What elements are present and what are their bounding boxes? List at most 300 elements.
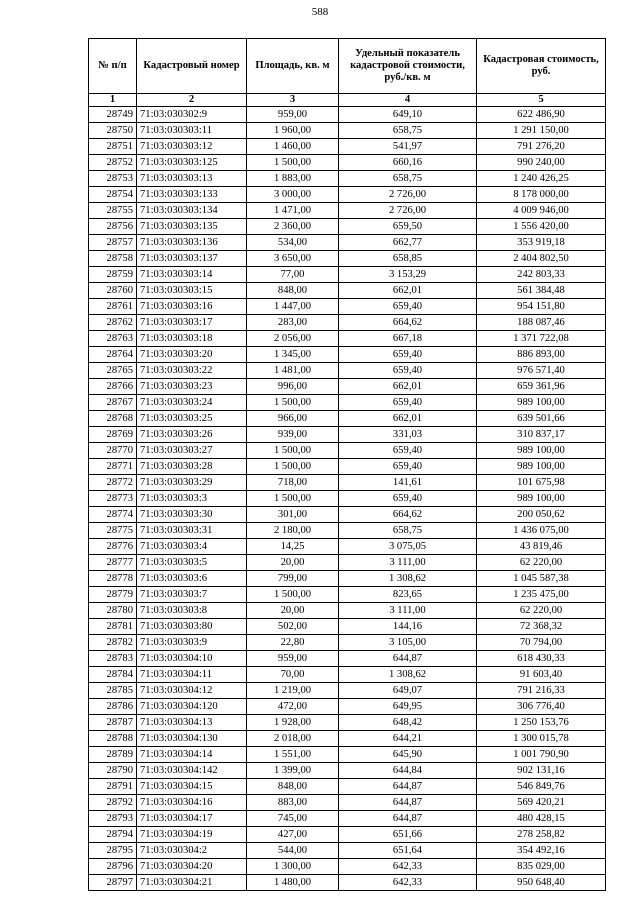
- cadastral-number-cell: 71:03:030303:30: [137, 507, 247, 523]
- table-row: [89, 491, 606, 507]
- cadastral-value-cell: 902 131,16: [477, 763, 606, 779]
- row-index-cell: 28763: [89, 331, 137, 347]
- area-cell: 22,80: [247, 635, 339, 651]
- row-index-cell: 28757: [89, 235, 137, 251]
- cadastral-value-cell: 62 220,00: [477, 555, 606, 571]
- area-cell: 283,00: [247, 315, 339, 331]
- table-row: [89, 731, 606, 747]
- area-cell: 3 650,00: [247, 251, 339, 267]
- table-row: [89, 155, 606, 171]
- row-index-cell: 28752: [89, 155, 137, 171]
- table-row: [89, 475, 606, 491]
- table-row: [89, 763, 606, 779]
- specific-value-cell: 659,40: [339, 347, 477, 363]
- header-row: [89, 39, 606, 94]
- cadastral-number-cell: 71:03:030303:135: [137, 219, 247, 235]
- row-index-cell: 28782: [89, 635, 137, 651]
- row-index-cell: 28792: [89, 795, 137, 811]
- cadastral-value-cell: 101 675,98: [477, 475, 606, 491]
- cadastral-value-cell: 4 009 946,00: [477, 203, 606, 219]
- row-index-cell: 28793: [89, 811, 137, 827]
- cadastral-number-cell: 71:03:030303:8: [137, 603, 247, 619]
- row-index-cell: 28766: [89, 379, 137, 395]
- cadastral-value-cell: 188 087,46: [477, 315, 606, 331]
- row-index-cell: 28795: [89, 843, 137, 859]
- specific-value-cell: 659,40: [339, 491, 477, 507]
- cadastral-number-cell: 71:03:030303:14: [137, 267, 247, 283]
- specific-value-cell: 644,21: [339, 731, 477, 747]
- cadastral-value-cell: 791 216,33: [477, 683, 606, 699]
- column-number: 3: [247, 94, 339, 107]
- cadastral-value-cell: 639 501,66: [477, 411, 606, 427]
- area-cell: 939,00: [247, 427, 339, 443]
- cadastral-number-cell: 71:03:030304:120: [137, 699, 247, 715]
- column-number: 1: [89, 94, 137, 107]
- area-cell: 966,00: [247, 411, 339, 427]
- cadastral-number-cell: 71:03:030303:24: [137, 395, 247, 411]
- specific-value-cell: 659,40: [339, 443, 477, 459]
- table-row: [89, 683, 606, 699]
- specific-value-cell: 3 111,00: [339, 555, 477, 571]
- table-row: [89, 571, 606, 587]
- cadastral-value-cell: 72 368,32: [477, 619, 606, 635]
- table-row: [89, 251, 606, 267]
- table-row: [89, 635, 606, 651]
- table-row: [89, 555, 606, 571]
- row-index-cell: 28789: [89, 747, 137, 763]
- table-row: [89, 827, 606, 843]
- area-cell: 718,00: [247, 475, 339, 491]
- cadastral-number-cell: 71:03:030304:10: [137, 651, 247, 667]
- cadastral-value-cell: 70 794,00: [477, 635, 606, 651]
- area-cell: 1 471,00: [247, 203, 339, 219]
- table-body: [89, 107, 606, 891]
- cadastral-number-cell: 71:03:030304:14: [137, 747, 247, 763]
- cadastral-number-cell: 71:03:030304:15: [137, 779, 247, 795]
- cadastral-value-cell: 569 420,21: [477, 795, 606, 811]
- area-cell: 1 551,00: [247, 747, 339, 763]
- specific-value-cell: 3 153,29: [339, 267, 477, 283]
- row-index-cell: 28771: [89, 459, 137, 475]
- cadastral-number-cell: 71:03:030303:9: [137, 635, 247, 651]
- cadastral-value-cell: 43 819,46: [477, 539, 606, 555]
- row-index-cell: 28774: [89, 507, 137, 523]
- column-number: 4: [339, 94, 477, 107]
- column-number: 2: [137, 94, 247, 107]
- table-row: [89, 347, 606, 363]
- cadastral-value-cell: 2 404 802,50: [477, 251, 606, 267]
- table-row: [89, 267, 606, 283]
- cadastral-number-cell: 71:03:030303:22: [137, 363, 247, 379]
- cadastral-value-cell: 200 050,62: [477, 507, 606, 523]
- cadastral-value-cell: 791 276,20: [477, 139, 606, 155]
- cadastral-number-cell: 71:03:030303:80: [137, 619, 247, 635]
- area-cell: 1 219,00: [247, 683, 339, 699]
- cadastral-value-cell: 353 919,18: [477, 235, 606, 251]
- area-cell: 1 480,00: [247, 875, 339, 891]
- specific-value-cell: 823,65: [339, 587, 477, 603]
- cadastral-number-cell: 71:03:030304:17: [137, 811, 247, 827]
- cadastral-number-cell: 71:03:030303:31: [137, 523, 247, 539]
- cadastral-value-cell: 990 240,00: [477, 155, 606, 171]
- cadastral-value-cell: 242 803,33: [477, 267, 606, 283]
- cadastral-number-cell: 71:03:030304:20: [137, 859, 247, 875]
- specific-value-cell: 644,87: [339, 779, 477, 795]
- specific-value-cell: 3 105,00: [339, 635, 477, 651]
- header-area: Площадь, кв. м: [247, 39, 339, 94]
- cadastral-number-cell: 71:03:030303:3: [137, 491, 247, 507]
- table-row: [89, 235, 606, 251]
- row-index-cell: 28764: [89, 347, 137, 363]
- cadastral-number-cell: 71:03:030304:16: [137, 795, 247, 811]
- row-index-cell: 28765: [89, 363, 137, 379]
- area-cell: 1 399,00: [247, 763, 339, 779]
- cadastral-number-cell: 71:03:030303:12: [137, 139, 247, 155]
- row-index-cell: 28770: [89, 443, 137, 459]
- cadastral-number-cell: 71:03:030303:7: [137, 587, 247, 603]
- column-number: 5: [477, 94, 606, 107]
- specific-value-cell: 651,66: [339, 827, 477, 843]
- row-index-cell: 28750: [89, 123, 137, 139]
- cadastral-number-cell: 71:03:030303:23: [137, 379, 247, 395]
- table-row: [89, 875, 606, 891]
- cadastral-value-cell: 278 258,82: [477, 827, 606, 843]
- row-index-cell: 28776: [89, 539, 137, 555]
- table-row: [89, 379, 606, 395]
- row-index-cell: 28758: [89, 251, 137, 267]
- area-cell: 1 500,00: [247, 491, 339, 507]
- specific-value-cell: 651,64: [339, 843, 477, 859]
- area-cell: 301,00: [247, 507, 339, 523]
- specific-value-cell: 642,33: [339, 859, 477, 875]
- cadastral-number-cell: 71:03:030303:29: [137, 475, 247, 491]
- area-cell: 1 345,00: [247, 347, 339, 363]
- cadastral-value-cell: 306 776,40: [477, 699, 606, 715]
- table-row: [89, 107, 606, 123]
- cadastral-value-cell: 950 648,40: [477, 875, 606, 891]
- table-row: [89, 395, 606, 411]
- cadastral-value-cell: 976 571,40: [477, 363, 606, 379]
- row-index-cell: 28756: [89, 219, 137, 235]
- cadastral-number-cell: 71:03:030303:28: [137, 459, 247, 475]
- specific-value-cell: 664,62: [339, 507, 477, 523]
- area-cell: 1 500,00: [247, 395, 339, 411]
- specific-value-cell: 1 308,62: [339, 571, 477, 587]
- cadastral-value-cell: 1 045 587,38: [477, 571, 606, 587]
- area-cell: 848,00: [247, 779, 339, 795]
- cadastral-number-cell: 71:03:030303:18: [137, 331, 247, 347]
- cadastral-value-cell: 989 100,00: [477, 459, 606, 475]
- area-cell: 2 360,00: [247, 219, 339, 235]
- row-index-cell: 28749: [89, 107, 137, 123]
- table-row: [89, 603, 606, 619]
- cadastral-number-cell: 71:03:030303:134: [137, 203, 247, 219]
- column-number-row: [89, 94, 606, 107]
- header-cadastral-number: Кадастровый номер: [137, 39, 247, 94]
- specific-value-cell: 645,90: [339, 747, 477, 763]
- row-index-cell: 28786: [89, 699, 137, 715]
- area-cell: 799,00: [247, 571, 339, 587]
- table-row: [89, 795, 606, 811]
- specific-value-cell: 662,77: [339, 235, 477, 251]
- area-cell: 20,00: [247, 603, 339, 619]
- specific-value-cell: 144,16: [339, 619, 477, 635]
- cadastral-value-cell: 622 486,90: [477, 107, 606, 123]
- table-row: [89, 843, 606, 859]
- cadastral-value-cell: 1 001 790,90: [477, 747, 606, 763]
- cadastral-value-cell: 354 492,16: [477, 843, 606, 859]
- cadastral-number-cell: 71:03:030304:21: [137, 875, 247, 891]
- area-cell: 1 460,00: [247, 139, 339, 155]
- cadastral-value-cell: 835 029,00: [477, 859, 606, 875]
- area-cell: 1 928,00: [247, 715, 339, 731]
- table-row: [89, 427, 606, 443]
- specific-value-cell: 3 075,05: [339, 539, 477, 555]
- cadastral-value-cell: 989 100,00: [477, 395, 606, 411]
- area-cell: 1 447,00: [247, 299, 339, 315]
- header-cadastral-value: Кадастровая стоимость, руб.: [477, 39, 606, 94]
- area-cell: 1 500,00: [247, 587, 339, 603]
- cadastral-value-cell: 1 371 722,08: [477, 331, 606, 347]
- table-row: [89, 411, 606, 427]
- header-index: № п/п: [89, 39, 137, 94]
- header-specific-value: Удельный показатель кадастровой стоимости, руб./кв. м: [339, 39, 477, 94]
- cadastral-number-cell: 71:03:030303:26: [137, 427, 247, 443]
- specific-value-cell: 658,85: [339, 251, 477, 267]
- cadastral-number-cell: 71:03:030304:12: [137, 683, 247, 699]
- area-cell: 883,00: [247, 795, 339, 811]
- table-row: [89, 715, 606, 731]
- table-row: [89, 539, 606, 555]
- area-cell: 20,00: [247, 555, 339, 571]
- table-row: [89, 171, 606, 187]
- row-index-cell: 28775: [89, 523, 137, 539]
- table-row: [89, 587, 606, 603]
- row-index-cell: 28767: [89, 395, 137, 411]
- specific-value-cell: 658,75: [339, 171, 477, 187]
- table-row: [89, 507, 606, 523]
- specific-value-cell: 1 308,62: [339, 667, 477, 683]
- row-index-cell: 28787: [89, 715, 137, 731]
- specific-value-cell: 141,61: [339, 475, 477, 491]
- cadastral-value-cell: 62 220,00: [477, 603, 606, 619]
- table-row: [89, 443, 606, 459]
- cadastral-value-cell: 8 178 000,00: [477, 187, 606, 203]
- specific-value-cell: 664,62: [339, 315, 477, 331]
- specific-value-cell: 644,87: [339, 811, 477, 827]
- cadastral-number-cell: 71:03:030304:2: [137, 843, 247, 859]
- cadastral-number-cell: 71:03:030303:20: [137, 347, 247, 363]
- specific-value-cell: 2 726,00: [339, 187, 477, 203]
- area-cell: 472,00: [247, 699, 339, 715]
- specific-value-cell: 658,75: [339, 123, 477, 139]
- specific-value-cell: 662,01: [339, 411, 477, 427]
- specific-value-cell: 642,33: [339, 875, 477, 891]
- row-index-cell: 28778: [89, 571, 137, 587]
- cadastral-value-cell: 480 428,15: [477, 811, 606, 827]
- specific-value-cell: 659,40: [339, 363, 477, 379]
- area-cell: 2 180,00: [247, 523, 339, 539]
- specific-value-cell: 649,95: [339, 699, 477, 715]
- cadastral-number-cell: 71:03:030304:142: [137, 763, 247, 779]
- table-row: [89, 331, 606, 347]
- table-row: [89, 283, 606, 299]
- cadastral-number-cell: 71:03:030304:19: [137, 827, 247, 843]
- specific-value-cell: 644,87: [339, 795, 477, 811]
- table-row: [89, 523, 606, 539]
- area-cell: 848,00: [247, 283, 339, 299]
- table-row: [89, 363, 606, 379]
- table-row: [89, 123, 606, 139]
- row-index-cell: 28755: [89, 203, 137, 219]
- specific-value-cell: 649,07: [339, 683, 477, 699]
- specific-value-cell: 331,03: [339, 427, 477, 443]
- row-index-cell: 28762: [89, 315, 137, 331]
- specific-value-cell: 662,01: [339, 379, 477, 395]
- cadastral-number-cell: 71:03:030303:133: [137, 187, 247, 203]
- cadastral-value-cell: 954 151,80: [477, 299, 606, 315]
- cadastral-value-cell: 886 893,00: [477, 347, 606, 363]
- cadastral-number-cell: 71:03:030304:11: [137, 667, 247, 683]
- specific-value-cell: 3 111,00: [339, 603, 477, 619]
- cadastral-number-cell: 71:03:030303:11: [137, 123, 247, 139]
- table-row: [89, 667, 606, 683]
- table-row: [89, 811, 606, 827]
- row-index-cell: 28777: [89, 555, 137, 571]
- area-cell: 1 500,00: [247, 155, 339, 171]
- cadastral-value-cell: 618 430,33: [477, 651, 606, 667]
- specific-value-cell: 662,01: [339, 283, 477, 299]
- row-index-cell: 28794: [89, 827, 137, 843]
- cadastral-number-cell: 71:03:030303:6: [137, 571, 247, 587]
- specific-value-cell: 644,84: [339, 763, 477, 779]
- cadastral-value-cell: 310 837,17: [477, 427, 606, 443]
- row-index-cell: 28784: [89, 667, 137, 683]
- table-row: [89, 203, 606, 219]
- row-index-cell: 28780: [89, 603, 137, 619]
- page-number: 588: [311, 6, 329, 18]
- cadastral-value-cell: 561 384,48: [477, 283, 606, 299]
- row-index-cell: 28797: [89, 875, 137, 891]
- cadastral-value-cell: 1 556 420,00: [477, 219, 606, 235]
- specific-value-cell: 667,18: [339, 331, 477, 347]
- cadastral-number-cell: 71:03:030303:16: [137, 299, 247, 315]
- area-cell: 959,00: [247, 651, 339, 667]
- row-index-cell: 28791: [89, 779, 137, 795]
- row-index-cell: 28783: [89, 651, 137, 667]
- row-index-cell: 28769: [89, 427, 137, 443]
- area-cell: 2 056,00: [247, 331, 339, 347]
- area-cell: 2 018,00: [247, 731, 339, 747]
- area-cell: 1 500,00: [247, 459, 339, 475]
- area-cell: 427,00: [247, 827, 339, 843]
- row-index-cell: 28773: [89, 491, 137, 507]
- area-cell: 996,00: [247, 379, 339, 395]
- specific-value-cell: 659,50: [339, 219, 477, 235]
- table-row: [89, 139, 606, 155]
- table-row: [89, 219, 606, 235]
- specific-value-cell: 649,10: [339, 107, 477, 123]
- row-index-cell: 28790: [89, 763, 137, 779]
- cadastral-number-cell: 71:03:030303:137: [137, 251, 247, 267]
- cadastral-value-cell: 1 436 075,00: [477, 523, 606, 539]
- cadastral-number-cell: 71:03:030303:25: [137, 411, 247, 427]
- cadastral-number-cell: 71:03:030303:17: [137, 315, 247, 331]
- cadastral-value-cell: 1 235 475,00: [477, 587, 606, 603]
- row-index-cell: 28772: [89, 475, 137, 491]
- row-index-cell: 28781: [89, 619, 137, 635]
- table-row: [89, 459, 606, 475]
- area-cell: 77,00: [247, 267, 339, 283]
- cadastral-value-cell: 989 100,00: [477, 491, 606, 507]
- area-cell: 3 000,00: [247, 187, 339, 203]
- cadastral-number-cell: 71:03:030304:130: [137, 731, 247, 747]
- specific-value-cell: 659,40: [339, 299, 477, 315]
- cadastral-number-cell: 71:03:030303:136: [137, 235, 247, 251]
- specific-value-cell: 2 726,00: [339, 203, 477, 219]
- row-index-cell: 28788: [89, 731, 137, 747]
- cadastral-value-table: [88, 38, 606, 891]
- cadastral-number-cell: 71:03:030304:13: [137, 715, 247, 731]
- table-row: [89, 747, 606, 763]
- area-cell: 502,00: [247, 619, 339, 635]
- specific-value-cell: 658,75: [339, 523, 477, 539]
- cadastral-value-cell: 1 240 426,25: [477, 171, 606, 187]
- area-cell: 1 960,00: [247, 123, 339, 139]
- area-cell: 1 500,00: [247, 443, 339, 459]
- area-cell: 745,00: [247, 811, 339, 827]
- cadastral-number-cell: 71:03:030303:27: [137, 443, 247, 459]
- cadastral-number-cell: 71:03:030302:9: [137, 107, 247, 123]
- row-index-cell: 28761: [89, 299, 137, 315]
- cadastral-value-cell: 989 100,00: [477, 443, 606, 459]
- area-cell: 1 883,00: [247, 171, 339, 187]
- cadastral-value-cell: 1 250 153,76: [477, 715, 606, 731]
- cadastral-number-cell: 71:03:030303:5: [137, 555, 247, 571]
- row-index-cell: 28785: [89, 683, 137, 699]
- specific-value-cell: 660,16: [339, 155, 477, 171]
- row-index-cell: 28753: [89, 171, 137, 187]
- cadastral-number-cell: 71:03:030303:13: [137, 171, 247, 187]
- cadastral-value-cell: 546 849,76: [477, 779, 606, 795]
- area-cell: 544,00: [247, 843, 339, 859]
- specific-value-cell: 659,40: [339, 459, 477, 475]
- table-row: [89, 187, 606, 203]
- specific-value-cell: 659,40: [339, 395, 477, 411]
- row-index-cell: 28760: [89, 283, 137, 299]
- cadastral-value-cell: 1 300 015,78: [477, 731, 606, 747]
- specific-value-cell: 541,97: [339, 139, 477, 155]
- row-index-cell: 28768: [89, 411, 137, 427]
- row-index-cell: 28779: [89, 587, 137, 603]
- cadastral-value-cell: 1 291 150,00: [477, 123, 606, 139]
- table-row: [89, 651, 606, 667]
- table-row: [89, 315, 606, 331]
- cadastral-value-cell: 659 361,96: [477, 379, 606, 395]
- row-index-cell: 28796: [89, 859, 137, 875]
- cadastral-number-cell: 71:03:030303:15: [137, 283, 247, 299]
- row-index-cell: 28754: [89, 187, 137, 203]
- table-row: [89, 619, 606, 635]
- area-cell: 959,00: [247, 107, 339, 123]
- row-index-cell: 28751: [89, 139, 137, 155]
- table-row: [89, 779, 606, 795]
- area-cell: 534,00: [247, 235, 339, 251]
- cadastral-number-cell: 71:03:030303:4: [137, 539, 247, 555]
- table-row: [89, 699, 606, 715]
- table-row: [89, 299, 606, 315]
- area-cell: 1 300,00: [247, 859, 339, 875]
